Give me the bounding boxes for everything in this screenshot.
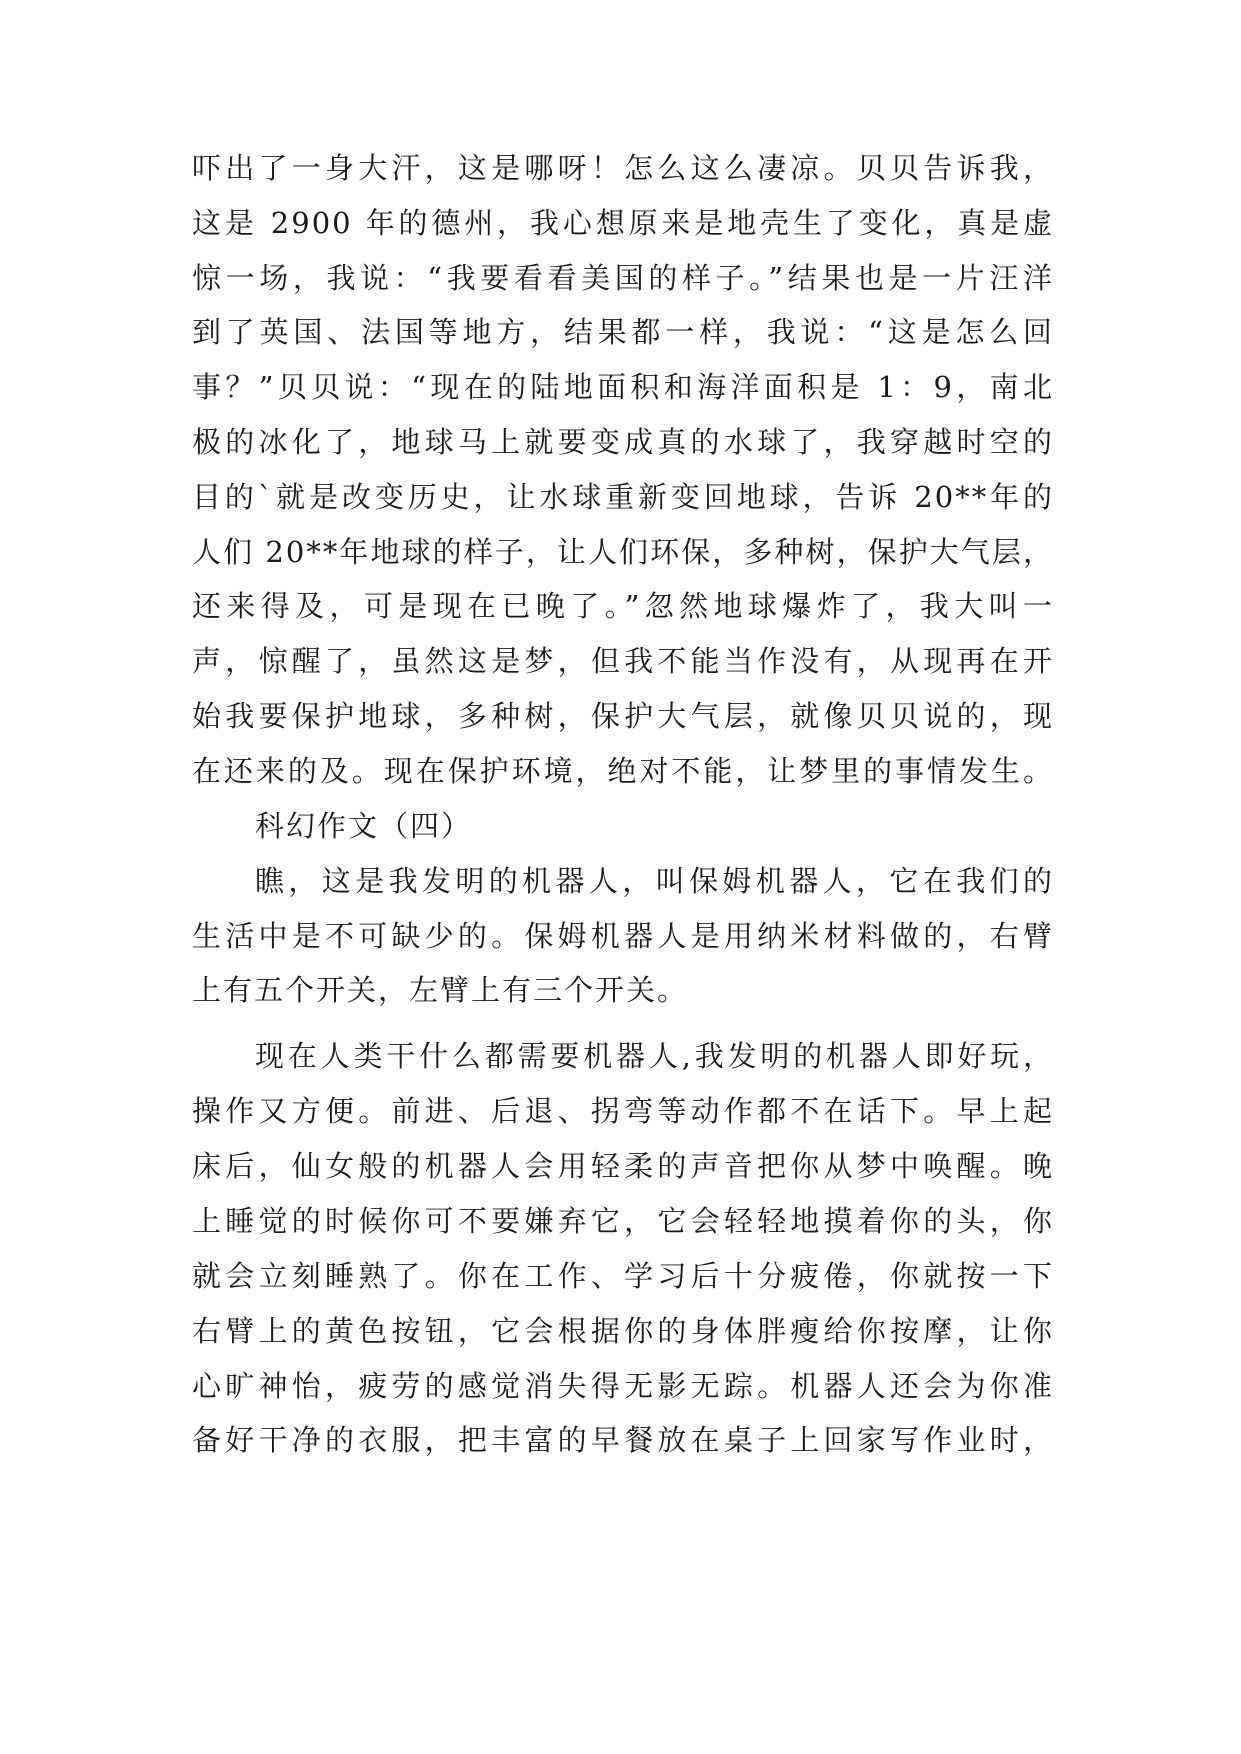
document-body [192,0,1054,1754]
paragraph-line: 声，惊醒了，虽然这是梦，但我不能当作没有，从现再在开 [192,644,1054,678]
paragraph-line: 极的冰化了，地球马上就要变成真的水球了，我穿越时空的 [192,425,1054,459]
paragraph-last-line: 上有五个开关，左臂上有三个开关。 [192,973,689,1007]
paragraph-line: 事？”贝贝说：“现在的陆地面积和海洋面积是 1：9，南北 [192,370,1054,404]
paragraph-first-line: 瞧，这是我发明的机器人，叫保姆机器人，它在我们的 [255,864,1054,898]
paragraph-line: 床后，仙女般的机器人会用轻柔的声音把你从梦中唤醒。晚 [192,1149,1054,1183]
paragraph-line: 操作又方便。前进、后退、拐弯等动作都不在话下。早上起 [192,1094,1054,1128]
paragraph-line: 这是 2900 年的德州，我心想原来是地壳生了变化，真是虚 [192,206,1054,240]
paragraph-line: 人们 20**年地球的样子，让人们环保，多种树，保护大气层， [192,535,1054,569]
paragraph-line: 就会立刻睡熟了。你在工作、学习后十分疲倦，你就按一下 [192,1259,1054,1293]
paragraph-line: 右臂上的黄色按钮，它会根据你的身体胖瘦给你按摩，让你 [192,1314,1054,1348]
paragraph-line: 备好干净的衣服，把丰富的早餐放在桌子上回家写作业时， [192,1423,1054,1457]
paragraph-line: 生活中是不可缺少的。保姆机器人是用纳米材料做的，右臂 [192,919,1054,953]
paragraph-line: 上睡觉的时候你可不要嫌弃它，它会轻轻地摸着你的头，你 [192,1204,1054,1238]
paragraph-line: 在还来的及。现在保护环境，绝对不能，让梦里的事情发生。 [192,754,1054,788]
paragraph-line: 始我要保护地球，多种树，保护大气层，就像贝贝说的，现 [192,699,1054,733]
section-heading: 科幻作文（四） [255,809,473,843]
paragraph-line: 目的`就是改变历史，让水球重新变回地球，告诉 20**年的 [192,480,1054,514]
paragraph-line: 心旷神怡，疲劳的感觉消失得无影无踪。机器人还会为你准 [192,1369,1054,1403]
paragraph-line: 惊一场，我说：“我要看看美国的样子。”结果也是一片汪洋 [192,261,1054,295]
paragraph-line: 还来得及，可是现在已晚了。”忽然地球爆炸了，我大叫一 [192,589,1054,623]
paragraph-first-line: 现在人类干什么都需要机器人,我发明的机器人即好玩， [255,1039,1054,1073]
paragraph-line: 到了英国、法国等地方，结果都一样，我说：“这是怎么回 [192,315,1054,349]
paragraph-line: 吓出了一身大汗，这是哪呀！怎么这么凄凉。贝贝告诉我， [192,151,1054,185]
